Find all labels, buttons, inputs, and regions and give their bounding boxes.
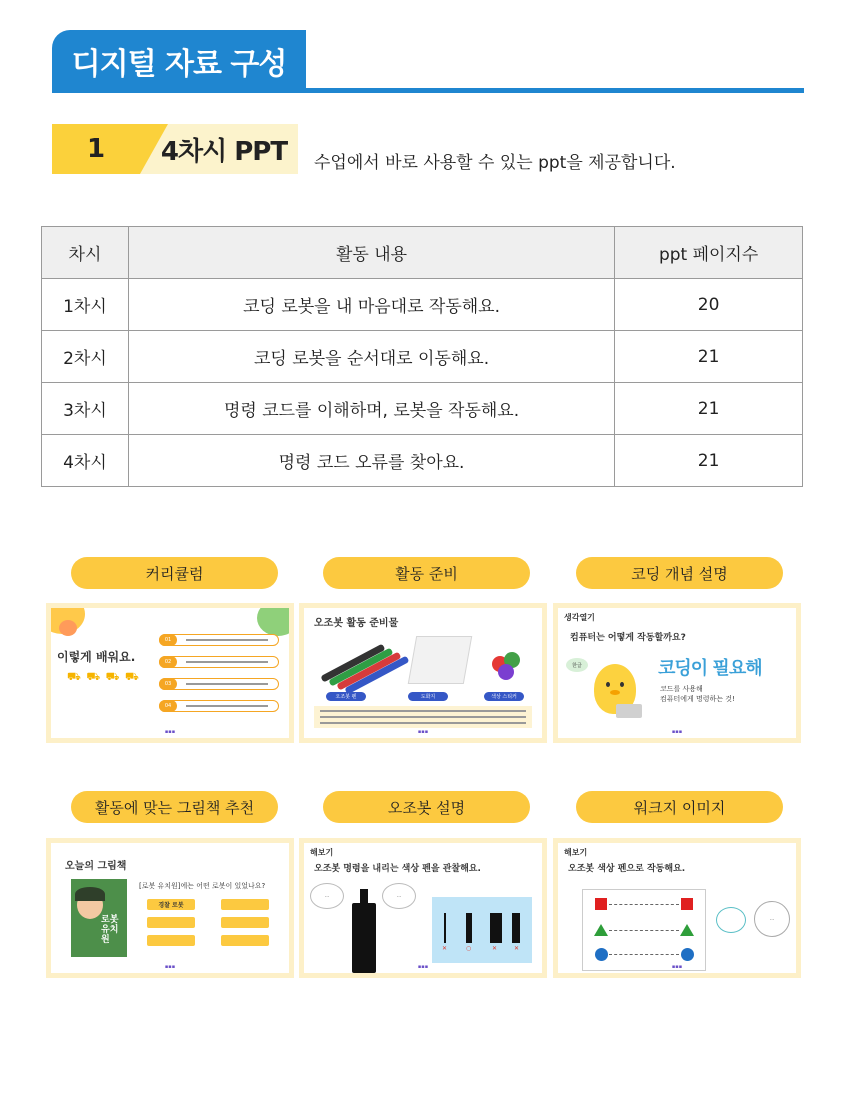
cell-session: 4차시	[42, 435, 129, 487]
list-item	[159, 634, 279, 646]
book-cover	[71, 879, 127, 957]
slide-question: 오조봇 명령을 내리는 색상 펜을 관찰해요.	[314, 864, 481, 874]
tag-pen: 오조봇 펜	[326, 692, 366, 701]
slide-section-label: 해보기	[310, 848, 334, 857]
item-number: 03	[159, 678, 177, 690]
laptop-illustration	[616, 704, 642, 718]
label-coding-concept: 코딩 개념 설명	[576, 557, 783, 589]
slide-section-label: 생각열기	[564, 613, 595, 622]
header-divider	[52, 88, 804, 93]
slide-thumbnail-preparation[interactable]	[299, 603, 547, 743]
page-title: 디지털 자료 구성	[52, 30, 306, 92]
green-triangle-shape	[680, 924, 694, 936]
cell-pages: 21	[615, 383, 803, 435]
slide-title: 오조봇 활동 준비물	[314, 618, 399, 629]
header-pages: ppt 페이지수	[615, 227, 803, 279]
cell-activity: 명령 코드를 이해하며, 로봇을 작동해요.	[128, 383, 614, 435]
list-item	[159, 656, 279, 668]
table-row	[42, 383, 803, 435]
red-square-shape	[595, 898, 607, 910]
cell-pages: 21	[615, 435, 803, 487]
cell-session: 2차시	[42, 331, 129, 383]
publisher-logo: ▪▪▪	[417, 729, 429, 735]
pens-illustration	[316, 636, 396, 684]
slide-question: 컴퓨터는 어떻게 작동할까요?	[570, 633, 686, 643]
label-picture-book: 활동에 맞는 그림책 추천	[71, 791, 278, 823]
robot-cars-illustration: ⛟ ⛟ ⛟ ⛟	[67, 670, 140, 683]
slide-title: 오늘의 그림책	[65, 861, 127, 872]
label-worksheet: 워크지 이미지	[576, 791, 783, 823]
item-number: 02	[159, 656, 177, 668]
slide-thumbnail-ozobot[interactable]	[299, 838, 547, 978]
answer-box	[147, 917, 195, 928]
slide-subtext	[660, 684, 735, 704]
cell-activity: 코딩 로봇을 내 마음대로 작동해요.	[128, 279, 614, 331]
table-row	[42, 331, 803, 383]
book-title: 로봇 유치원	[101, 915, 119, 945]
mark-icon: ✕	[442, 945, 448, 952]
decor-blob	[59, 620, 77, 636]
lesson-table	[41, 226, 803, 487]
slide-headline: 코딩이 필요해	[658, 658, 762, 679]
cell-session: 1차시	[42, 279, 129, 331]
pen-illustration	[352, 903, 376, 973]
tag-paper: 도화지	[408, 692, 448, 701]
label-ozobot: 오조봇 설명	[323, 791, 530, 823]
table-header-row	[42, 227, 803, 279]
item-number: 04	[159, 700, 177, 712]
answer-box: 경찰 로봇	[147, 899, 195, 910]
notes-box	[314, 706, 532, 728]
slide-title: 이렇게 배워요.	[57, 650, 136, 664]
section-title: 4차시 PPT	[160, 136, 288, 167]
green-triangle-shape	[594, 924, 608, 936]
speech-bubble: 한글	[566, 658, 588, 672]
sticker-dot	[498, 664, 514, 680]
curriculum-list	[159, 634, 279, 722]
cell-pages: 20	[615, 279, 803, 331]
cell-session: 3차시	[42, 383, 129, 435]
header-session: 차시	[42, 227, 129, 279]
label-curriculum: 커리큘럼	[71, 557, 278, 589]
section-description: 수업에서 바로 사용할 수 있는 ppt을 제공합니다.	[314, 153, 676, 173]
speech-bubble: ···	[382, 883, 416, 909]
mark-icon: ✕	[514, 945, 520, 952]
label-preparation: 활동 준비	[323, 557, 530, 589]
publisher-logo: ▪▪▪	[671, 729, 683, 735]
header-activity: 활동 내용	[128, 227, 614, 279]
item-number: 01	[159, 634, 177, 646]
publisher-logo: ▪▪▪	[417, 964, 429, 970]
list-item	[159, 700, 279, 712]
blue-circle-shape	[595, 948, 608, 961]
subtext-line: 컴퓨터에게 명령하는 것!	[660, 695, 735, 703]
stroke-examples-panel	[432, 897, 532, 963]
cell-activity: 명령 코드 오류를 찾아요.	[128, 435, 614, 487]
speech-bubble: ···	[310, 883, 344, 909]
answer-box	[147, 935, 195, 946]
publisher-logo: ▪▪▪	[164, 964, 176, 970]
worksheet-card	[582, 889, 706, 971]
speech-bubble: ···	[754, 901, 790, 937]
slide-section-label: 해보기	[564, 848, 588, 857]
answer-box	[221, 917, 269, 928]
slide-thumbnail-worksheet[interactable]	[553, 838, 801, 978]
slide-thumbnail-curriculum[interactable]	[46, 603, 294, 743]
robot-illustration	[716, 907, 746, 933]
decor-blob	[257, 608, 289, 636]
slide-thumbnail-picture-book[interactable]	[46, 838, 294, 978]
cell-pages: 21	[615, 331, 803, 383]
section-heading	[52, 124, 298, 174]
answer-box	[221, 935, 269, 946]
tag-sticker: 색상 스티커	[484, 692, 524, 701]
list-item	[159, 678, 279, 690]
blue-circle-shape	[681, 948, 694, 961]
cell-activity: 코딩 로봇을 순서대로 이동해요.	[128, 331, 614, 383]
answer-box	[221, 899, 269, 910]
table-row	[42, 279, 803, 331]
publisher-logo: ▪▪▪	[164, 729, 176, 735]
table-row	[42, 435, 803, 487]
mark-icon: ✕	[492, 945, 498, 952]
slide-question: 오조봇 색상 펜으로 작동해요.	[568, 864, 686, 874]
slide-question: [로봇 유치원]에는 어떤 로봇이 있었나요?	[139, 882, 266, 890]
publisher-logo: ▪▪▪	[671, 964, 683, 970]
slide-thumbnail-coding-concept[interactable]	[553, 603, 801, 743]
section-number: 1	[52, 124, 140, 174]
paper-illustration	[408, 636, 472, 684]
red-square-shape	[681, 898, 693, 910]
subtext-line: 코드를 사용해	[660, 685, 703, 693]
mark-icon: ○	[466, 945, 472, 952]
